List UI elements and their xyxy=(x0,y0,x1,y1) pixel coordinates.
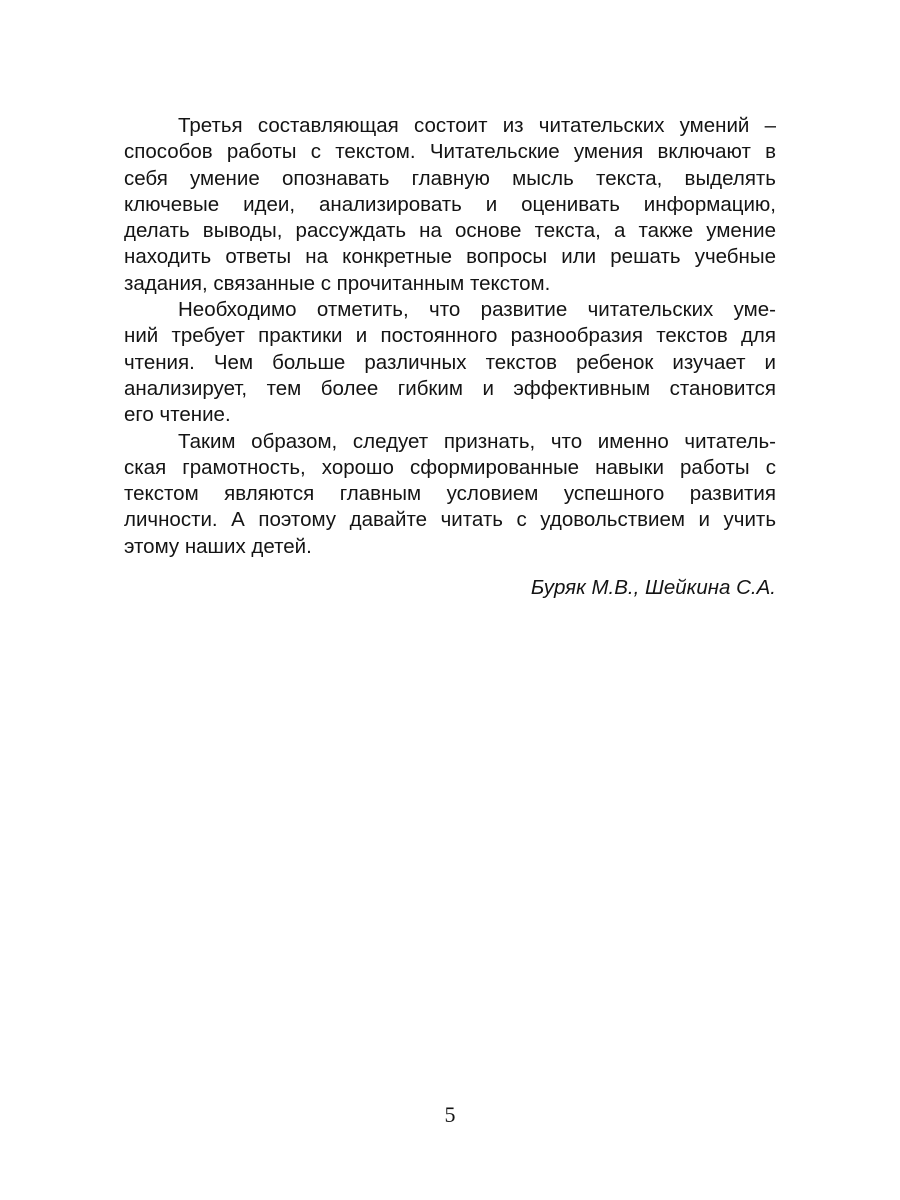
author-signature: Буряк М.В., Шейкина С.А. xyxy=(530,576,776,599)
text-line: ний требует практики и постоянного разнообразия текстов для xyxy=(124,324,776,348)
text-line: этому наших детей. xyxy=(124,534,312,558)
paragraph-3 xyxy=(124,429,776,560)
text-line: задания, связанные с прочитанным текстом. xyxy=(124,271,551,295)
text-line: анализирует, тем более гибким и эффективным становится xyxy=(124,376,776,400)
page-number: 5 xyxy=(444,1102,456,1127)
text-line: Необходимо отметить, что развитие читательских уме- xyxy=(178,298,776,322)
text-line: личности. А поэтому давайте читать с удовольствием и учить xyxy=(124,508,776,532)
text-line: находить ответы на конкретные вопросы или решать учебные xyxy=(124,245,776,269)
text-line: чтения. Чем больше различных текстов ребенок изучает и xyxy=(124,350,776,374)
text-line: делать выводы, рассуждать на основе текста, а также умение xyxy=(124,219,776,243)
paragraph-2 xyxy=(124,297,776,428)
body-text xyxy=(124,113,776,560)
text-line: текстом являются главным условием успешного развития xyxy=(124,482,776,506)
text-line: Таким образом, следует признать, что именно читатель- xyxy=(178,429,776,453)
text-line: ская грамотность, хорошо сформированные навыки работы с xyxy=(124,455,776,479)
paragraph-1 xyxy=(124,113,776,297)
text-line: Третья составляющая состоит из читательских умений – xyxy=(178,114,776,137)
text-line: себя умение опознавать главную мысль текста, выделять xyxy=(124,166,776,190)
text-line: ключевые идеи, анализировать и оценивать информацию, xyxy=(124,192,776,216)
text-line: способов работы с текстом. Читательские умения включают в xyxy=(124,140,776,164)
text-line: его чтение. xyxy=(124,403,231,427)
